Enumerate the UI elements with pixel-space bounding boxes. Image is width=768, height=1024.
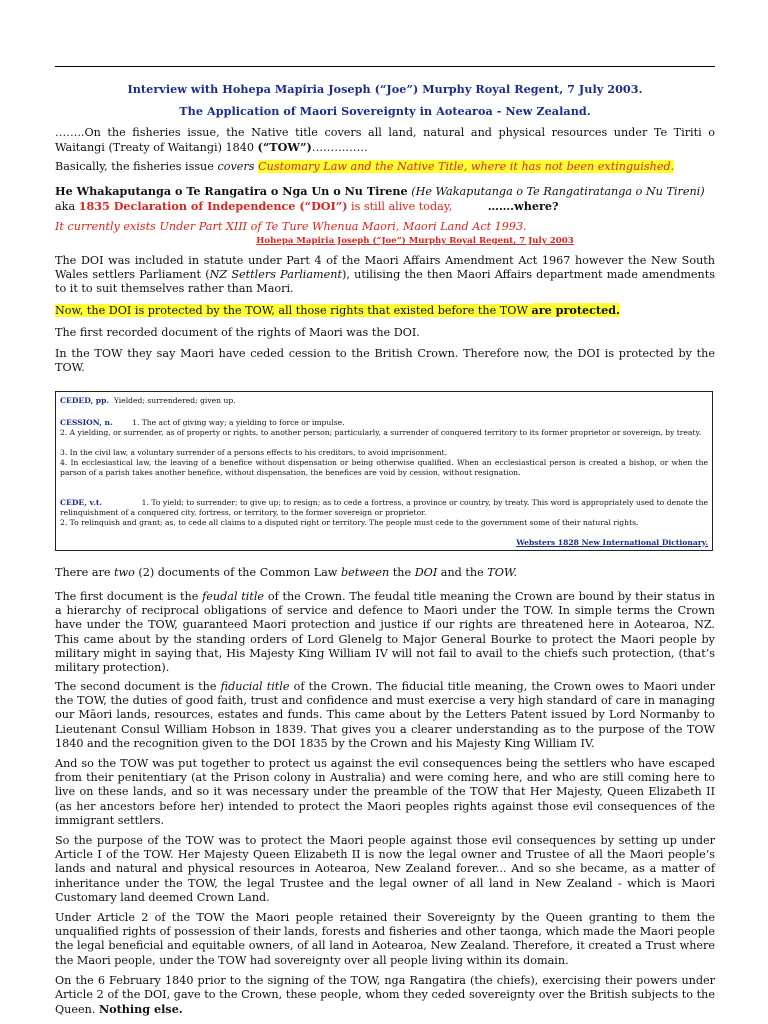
paragraph-two-documents: There are two (2) documents of the Common Law between the DOI and the TOW. xyxy=(55,566,518,579)
definition-cession-3: 3. In the civil law, a voluntary surrender of a persons effects to his creditors, to avoid imprisonment. xyxy=(60,448,447,457)
paragraph-feudal-title: The first document is the feudal title of the Crown. The feudal title meaning the Crown are bound by their status in a hierarchy of reciprocal obligations of service and defence to Maori under the TOW. In simple terms the Crown have under the TOW, guaranteed Maori protection and justice if our rights are threatened here in Aotearoa, NZ. This came about by the standing orders of Lord Glenelg to Major General Bourke to protect the Maori people by military might in saying that, His Majesty King William IV will not fail to avail to the chiefs such protection, (that’s military protection). xyxy=(55,590,716,675)
paragraph-article-2: Under Article 2 of the TOW the Maori people retained their Sovereignty by the Queen granting to them the unqualified rights of possession of their lands, forests and fisheries and other taonga, which made the Maori people the legal beneficial and equitable owners, of all land in Aotearoa, New Zealand. Therefore, it created a Trust where the Maori people, under the TOW had sovereignty over all people living within its domain. xyxy=(55,911,715,967)
document-subtitle: The Application of Maori Sovereignty in Aotearoa - New Zealand. xyxy=(179,104,591,118)
paragraph-first-document: The first recorded document of the rights of Maori was the DOI. xyxy=(55,326,420,339)
definition-ceded: CEDED, pp. Yielded; surrendered; given up. xyxy=(60,396,236,405)
paragraph-declaration: He Whakaputanga o Te Rangatira o Nga Un o Nu Tirene (He Wakaputanga o Te Rangatiratanga o Nu Tireni) aka 1835 Declaration of Independence (“DOI”) is still alive today, …….where? xyxy=(55,184,705,214)
interview-title: Interview with Hohepa Mapiria Joseph (“Joe”) Murphy Royal Regent, 7 July 2003. xyxy=(127,82,643,96)
definition-cession-4: 4. In ecclesiastical law, the leaving of a benefice without dispensation or being otherwise qualified. When an ecclesiastical person is created a bishop, or when the parson of a parish takes another benefice, without dispensation, the benefices are void by cession, without resignation. xyxy=(60,458,708,477)
paragraph-basically: Basically, the fisheries issue covers Customary Law and the Native Title, where it has not been extinguished. xyxy=(55,160,675,173)
signature-line: Hohepa Mapiria Joseph (“Joe”) Murphy Royal Regent, 7 July 2003 xyxy=(256,236,574,246)
paragraph-doi-statute: The DOI was included in statute under Part 4 of the Maori Affairs Amendment Act 1967 however the New South Wales settlers Parliament (NZ Settlers Parliament), utilising the then Maori Affairs department made amendments to it to suit themselves rather than Maori. xyxy=(55,254,715,296)
paragraph-ceded-cession: In the TOW they say Maori have ceded cession to the British Crown. Therefore now, the DOI is protected by the TOW. xyxy=(55,347,715,375)
definition-cede-1: CEDE, v.t. 1. To yield; to surrender; to give up; to resign; as to cede a fortress, a province or country, by treaty. This word is appropriately used to denote the relinquishment of a conquered city, fortress, or territory, to the former sovereign or proprietor. xyxy=(60,498,708,517)
paragraph-tow-protection: And so the TOW was put together to protect us against the evil consequences being the settlers who have escaped from their penitentiary (at the Prison colony in Australia) and were coming here, and who are still coming here to live on these lands, and so it was necessary under the preamble of the TOW that Her Majesty, Queen Elizabeth II (as her ancestors before her) intended to protect the Maori peoples rights against those evil consequences of the immigrant settlers. xyxy=(55,757,715,827)
paragraph-doi-protected: Now, the DOI is protected by the TOW, all those rights that existed before the TOW are protected. xyxy=(55,303,620,317)
dictionary-definitions-box xyxy=(55,391,713,551)
definition-cede-2: 2. To relinquish and grant; as, to cede all claims to a disputed right or territory. The people must cede to the government some of their natural rights. xyxy=(60,518,639,527)
top-rule xyxy=(55,66,715,67)
dictionary-reference: Websters 1828 New International Dictionary. xyxy=(516,538,708,547)
paragraph-fiducial-title: The second document is the fiducial title of the Crown. The fiducial title meaning, the Crown owes to Maori under the TOW, the duties of good faith, trust and confidence and must exercise a very high standard of care in managing our Māori lands, resources, estates and funds. This came about by the Letters Patent issued by Lord Normanby to Lieutenant Consul William Hobson in 1839. That gives you a clearer understanding as to the purpose of the TOW 1840 and the recognition given to the DOI 1835 by the Crown and his Majesty King William IV. xyxy=(55,680,715,750)
paragraph-6-february: On the 6 February 1840 prior to the signing of the TOW, nga Rangatira (the chiefs), exercising their powers under Article 2 of the DOI, gave to the Crown, these people, whom they ceded sovereignty over the British subjects to the Queen. Nothing else. xyxy=(55,974,715,1017)
definition-cession-1: CESSION, n. 1. The act of giving way; a yielding to force or impulse. xyxy=(60,418,345,427)
paragraph-maori-land-act: It currently exists Under Part XIII of Te Ture Whenua Maori, Maori Land Act 1993. xyxy=(55,220,527,233)
paragraph-fisheries: ……..On the fisheries issue, the Native title covers all land, natural and physical resources under Te Tiriti o Waitangi (Treaty of Waitangi) 1840 (“TOW”)…………… xyxy=(55,126,715,155)
paragraph-tow-purpose: So the purpose of the TOW was to protect the Maori people against those evil consequences by setting up under Article I of the TOW. Her Majesty Queen Elizabeth II is now the legal owner and Trustee of all the Maori people’s lands and natural and physical resources in Aotearoa, New Zealand forever... And so she became, as a matter of inheritance under the TOW, the legal Trustee and the legal owner of all land in New Zealand - which is Maori Customary land deemed Crown Land. xyxy=(55,834,715,904)
definition-cession-2: 2. A yielding, or surrender, as of property or rights, to another person; particularly, a surrender of conquered territory to its former proprietor or sovereign, by treaty. xyxy=(60,428,702,437)
